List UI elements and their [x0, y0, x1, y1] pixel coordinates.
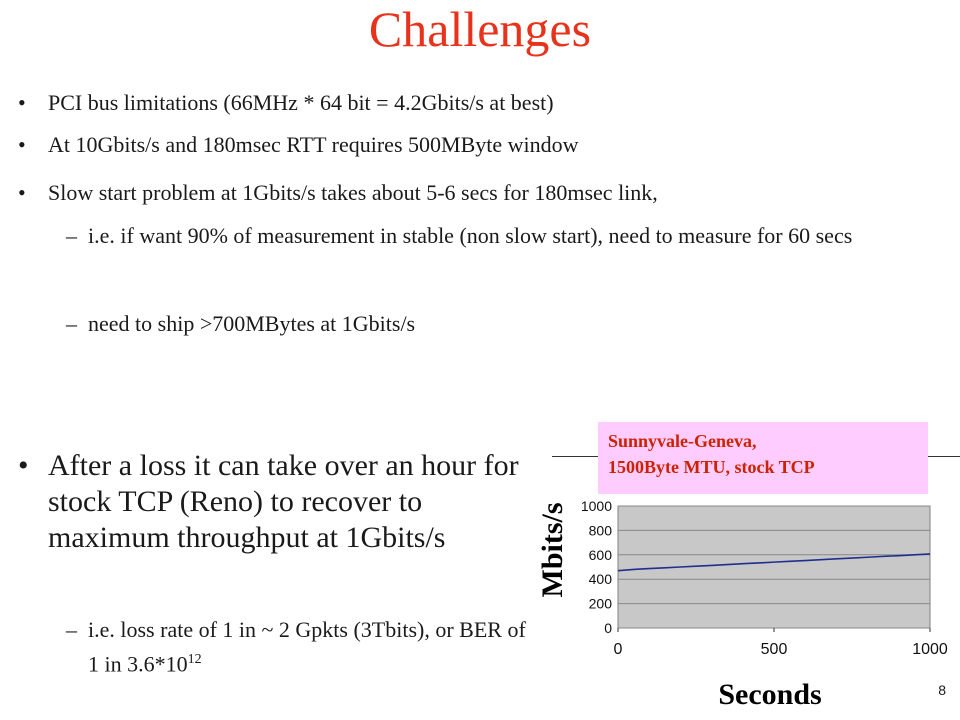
- y-tick-label: 800: [588, 522, 612, 539]
- slide-title: Challenges: [368, 1, 592, 57]
- bullet-text: After a loss it can take over an hour for stock TCP (Reno) to recover to maximum throughput at 1Gbits/s: [48, 449, 519, 554]
- exponent: 12: [187, 652, 202, 667]
- y-axis-label: Mbits/s: [536, 502, 569, 598]
- sub-bullet-text: i.e. loss rate of 1 in ~ 2 Gpkts (3Tbits), or BER of 1 in $3.6*10^{12}$: [88, 617, 526, 677]
- plot-background: [618, 506, 930, 628]
- bullet-text: At 10Gbits/s and 180msec RTT requires 500MByte window: [48, 132, 579, 157]
- divider-right: [928, 456, 960, 457]
- sub-bullet-ship: [66, 308, 936, 340]
- bullet-slow-start: [18, 178, 948, 208]
- x-tick-label: 1000: [912, 641, 948, 658]
- chart-annotation-box: [598, 422, 928, 494]
- bullet-loss-recovery: [18, 448, 538, 556]
- bullet-text: Slow start problem at 1Gbits/s takes about 5-6 secs for 180msec link,: [48, 180, 658, 205]
- dash-icon: –: [66, 617, 77, 642]
- dash-icon: –: [66, 223, 77, 248]
- bullet-window: [18, 130, 948, 160]
- page-number: 8: [938, 682, 946, 698]
- plot-area: [581, 498, 948, 658]
- x-tick-label: 500: [760, 641, 788, 658]
- bullet-dot-icon: •: [18, 132, 26, 157]
- sub-bullet-text: i.e. if want 90% of measurement in stable (non slow start), need to measure for 60 secs: [88, 223, 853, 248]
- divider-left: [552, 456, 598, 457]
- y-tick-label: 200: [588, 595, 612, 612]
- bullet-dot-icon: •: [18, 90, 26, 115]
- bullet-dot-icon: •: [18, 449, 29, 482]
- x-axis-label: Seconds: [718, 678, 822, 711]
- sub-bullet-measure: [66, 220, 936, 252]
- y-tick-label: 400: [588, 571, 612, 588]
- y-tick-label: 1000: [580, 498, 612, 514]
- annotation-line-2: 1500Byte MTU, stock TCP: [608, 457, 815, 477]
- annotation-line-1: Sunnyvale-Geneva,: [608, 431, 757, 451]
- bullet-pci: [18, 88, 948, 118]
- sub-bullet-loss-rate: [66, 615, 536, 679]
- x-tick-label: 0: [613, 641, 623, 658]
- sub-bullet-text: need to ship >700MBytes at 1Gbits/s: [88, 311, 416, 336]
- y-tick-label: 600: [588, 546, 612, 563]
- y-tick-label: 0: [604, 620, 612, 636]
- bullet-text: PCI bus limitations (66MHz * 64 bit = 4.2Gbits/s at best): [48, 90, 554, 115]
- throughput-chart: [530, 494, 960, 720]
- dash-icon: –: [66, 311, 77, 336]
- bullet-dot-icon: •: [18, 180, 26, 205]
